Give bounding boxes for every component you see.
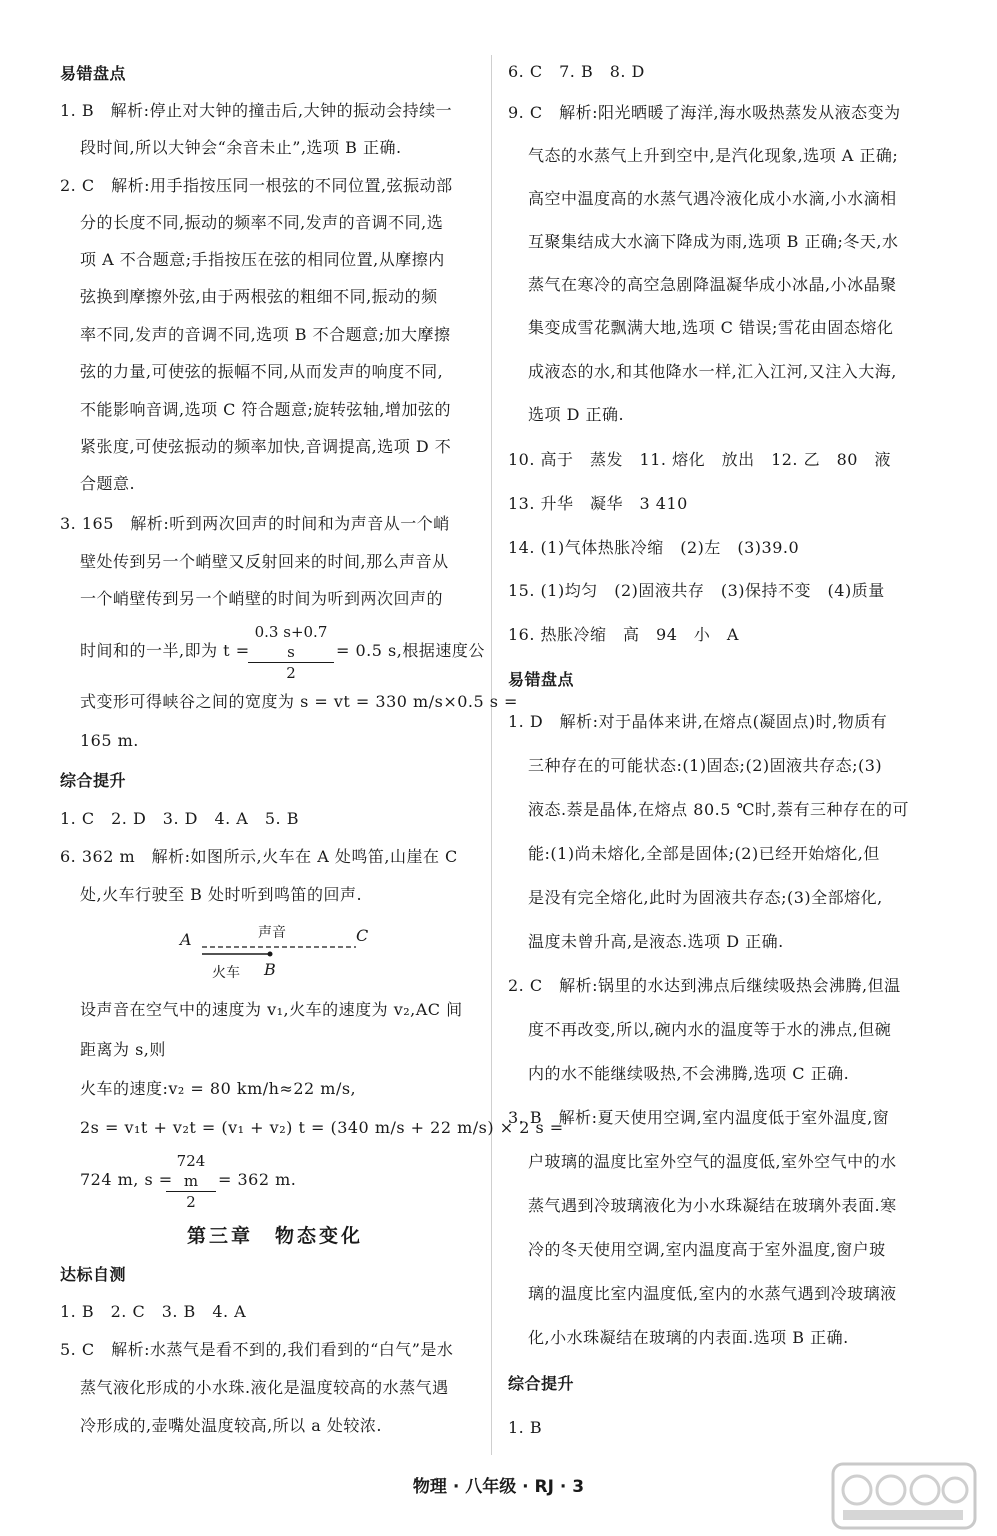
answer-line: 互聚集结成大水滴下降成为雨,选项 B 正确;冬天,水: [528, 232, 899, 251]
page-footer: 物理 · 八年级 · RJ · 3: [412, 1477, 585, 1497]
answer-line: 高空中温度高的水蒸气遇冷液化成小水滴,小水滴相: [528, 189, 897, 208]
answer-line: 2. C 解析:用手指按压同一根弦的不同位置,弦振动部: [60, 176, 453, 195]
chapter-title: 第三章 物态变化: [186, 1225, 363, 1247]
answer-line: 户玻璃的温度比室外空气的温度低,室外空气中的水: [528, 1152, 897, 1171]
answer-line: 蒸气在寒冷的高空急剧降温凝华成小冰晶,小冰晶聚: [528, 275, 897, 294]
column-divider: [491, 55, 492, 1455]
answer-line: 能:(1)尚未熔化,全部是固体;(2)已经开始熔化,但: [528, 844, 880, 863]
train-echo-diagram: [170, 920, 390, 980]
answer-line: 蒸气液化形成的小水珠.液化是温度较高的水蒸气遇: [80, 1378, 449, 1397]
answer-line: 13. 升华 凝华 3 410: [508, 494, 688, 513]
fraction-denominator: 2: [286, 664, 296, 682]
answer-line: 3. B 解析:夏天使用空调,室内温度低于室外温度,窗: [508, 1108, 890, 1127]
answer-line: 化,小水珠凝结在玻璃的内表面.选项 B 正确.: [528, 1328, 849, 1347]
answer-line: 成液态的水,和其他降水一样,汇入江河,又注入大海,: [528, 362, 897, 381]
answer-line: 率不同,发声的音调不同,选项 B 不合题意;加大摩擦: [80, 325, 451, 344]
answer-line: 16. 热胀冷缩 高 94 小 A: [508, 625, 739, 644]
answer-line: 15. (1)均匀 (2)固液共存 (3)保持不变 (4)质量: [508, 581, 885, 600]
answer-line: 壁处传到另一个峭壁又反射回来的时间,那么声音从: [80, 552, 449, 571]
answer-line: 2. C 解析:锅里的水达到沸点后继续吸热会沸腾,但温: [508, 976, 901, 995]
answer-line: 段时间,所以大钟会“余音未止”,选项 B 正确.: [80, 138, 402, 157]
answer-line: 冷的冬天使用空调,室内温度高于室外温度,窗户玻: [528, 1240, 886, 1259]
fraction: [248, 622, 334, 683]
answer-line: 式变形可得峡谷之间的宽度为 s = vt = 330 m/s×0.5 s =: [80, 692, 518, 711]
answer-line: 弦的力量,可使弦的振幅不同,从而发声的响度不同,: [80, 362, 444, 381]
answer-line: 冷形成的,壶嘴处温度较高,所以 a 处较浓.: [80, 1416, 382, 1435]
answer-line: 璃的温度比室内温度低,室内的水蒸气遇到冷玻璃液: [528, 1284, 897, 1303]
answer-line: 距离为 s,则: [80, 1040, 166, 1059]
answer-line: 9. C 解析:阳光晒暖了海洋,海水吸热蒸发从液态变为: [508, 103, 901, 122]
answer-line: 蒸气遇到冷玻璃液化为小水珠凝结在玻璃外表面.寒: [528, 1196, 897, 1215]
answer-line: = 362 m.: [218, 1170, 297, 1189]
answer-line: 温度未曾升高,是液态.选项 D 正确.: [528, 932, 784, 951]
answer-line: 10. 高于 蒸发 11. 熔化 放出 12. 乙 80 液: [508, 450, 891, 469]
answer-line: 项 A 不合题意;手指按压在弦的相同位置,从摩擦内: [80, 250, 445, 269]
train-label: 火车: [212, 965, 240, 981]
answer-line: 弦换到摩擦外弦,由于两根弦的粗细不同,振动的频: [80, 287, 438, 306]
answer-line: 1. D 解析:对于晶体来讲,在熔点(凝固点)时,物质有: [508, 712, 888, 731]
answer-line: 1. C 2. D 3. D 4. A 5. B: [60, 809, 299, 828]
answer-line: 内的水不能继续吸热,不会沸腾,选项 C 正确.: [528, 1064, 850, 1083]
answer-line: 14. (1)气体热胀冷缩 (2)左 (3)39.0: [508, 538, 800, 557]
fraction-denominator: 2: [186, 1193, 196, 1211]
answer-line: 设声音在空气中的速度为 v₁,火车的速度为 v₂,AC 间: [80, 1000, 463, 1019]
answer-line: 1. B 解析:停止对大钟的撞击后,大钟的振动会持续一: [60, 101, 453, 120]
answer-line: 是没有完全熔化,此时为固液共存态;(3)全部熔化,: [528, 888, 883, 907]
watermark-logo: [829, 1460, 979, 1532]
answer-line: 724 m, s =: [80, 1170, 173, 1189]
fraction-numerator: 724 m: [166, 1151, 216, 1192]
fraction: [166, 1151, 216, 1212]
answer-line: 集变成雪花飘满大地,选项 C 错误;雪花由固态熔化: [528, 318, 894, 337]
answer-line: = 0.5 s,根据速度公: [336, 641, 485, 660]
sound-label: 声音: [258, 925, 286, 941]
answer-line: 火车的速度:v₂ = 80 km/h≈22 m/s,: [80, 1079, 357, 1098]
answer-line: 合题意.: [80, 474, 136, 493]
answer-line: 度不再改变,所以,碗内水的温度等于水的沸点,但碗: [528, 1020, 892, 1039]
point-c-label: C: [356, 926, 369, 945]
answer-line: 一个峭壁传到另一个峭壁的时间为听到两次回声的: [80, 589, 444, 608]
answer-line: 2s = v₁t + v₂t = (v₁ + v₂) t = (340 m/s + 22 m/s) × 2 s =: [80, 1118, 564, 1137]
diagram-lines: [170, 920, 390, 980]
point-b-label: B: [264, 960, 276, 979]
answer-line: 选项 D 正确.: [528, 405, 625, 424]
section-heading: 达标自测: [60, 1265, 127, 1284]
answer-line: 6. 362 m 解析:如图所示,火车在 A 处鸣笛,山崖在 C: [60, 847, 458, 866]
section-heading: 综合提升: [60, 771, 127, 790]
answer-line: 液态.萘是晶体,在熔点 80.5 ℃时,萘有三种存在的可: [528, 800, 909, 819]
answer-line: 紧张度,可使弦振动的频率加快,音调提高,选项 D 不: [80, 437, 452, 456]
point-a-label: A: [180, 930, 192, 949]
section-heading: 综合提升: [508, 1374, 575, 1393]
answer-line: 6. C 7. B 8. D: [508, 62, 645, 81]
answer-line: 气态的水蒸气上升到空中,是汽化现象,选项 A 正确;: [528, 146, 899, 165]
answer-line: 不能影响音调,选项 C 符合题意;旋转弦轴,增加弦的: [80, 400, 451, 419]
answer-line: 时间和的一半,即为 t =: [80, 641, 250, 660]
answer-line: 处,火车行驶至 B 处时听到鸣笛的回声.: [80, 885, 363, 904]
answer-line: 1. B: [508, 1418, 543, 1437]
answer-line: 5. C 解析:水蒸气是看不到的,我们看到的“白气”是水: [60, 1340, 454, 1359]
fraction-numerator: 0.3 s+0.7 s: [248, 622, 334, 663]
answer-line: 分的长度不同,振动的频率不同,发声的音调不同,选: [80, 213, 444, 232]
answer-line: 165 m.: [80, 731, 139, 750]
answer-line: 1. B 2. C 3. B 4. A: [60, 1302, 247, 1321]
section-heading: 易错盘点: [508, 670, 575, 689]
section-heading: 易错盘点: [60, 64, 127, 83]
answer-line: 三种存在的可能状态:(1)固态;(2)固液共存态;(3): [528, 756, 883, 775]
answer-line: 3. 165 解析:听到两次回声的时间和为声音从一个峭: [60, 514, 450, 533]
